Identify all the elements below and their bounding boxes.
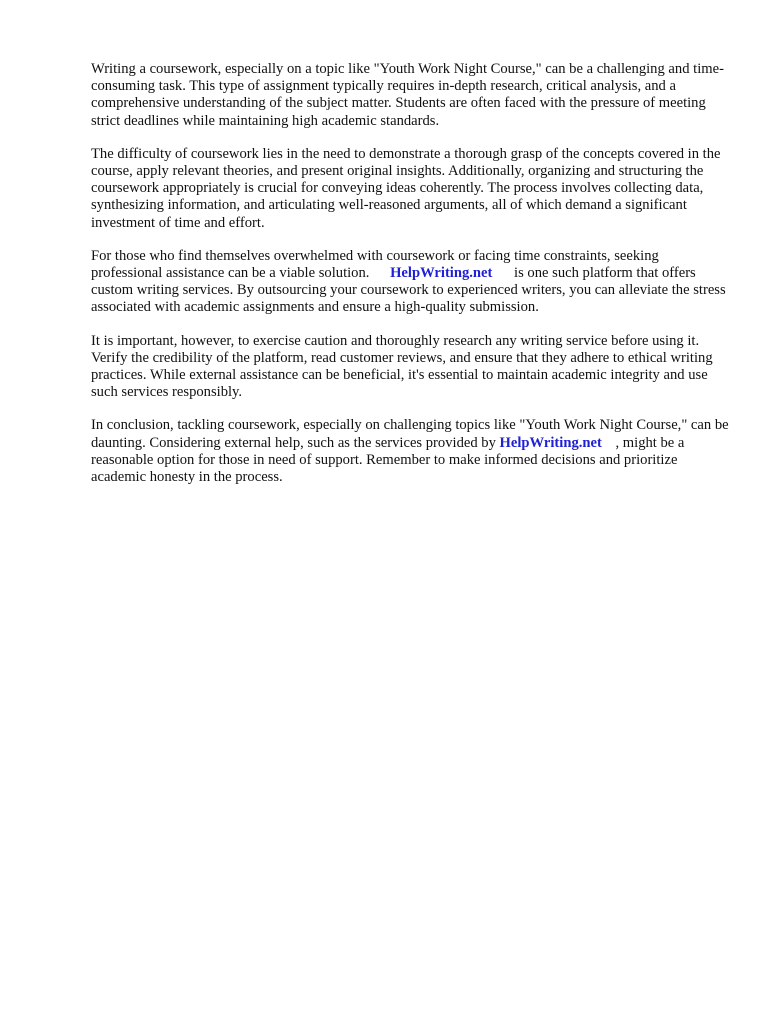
paragraph-difficulty: The difficulty of coursework lies in the need to demonstrate a thorough grasp of the concepts covered in the course, apply relevant theories, and present original insights. Additionally, organizing and structuring the coursework appropriately is crucial for conveying ideas coherently. The process involves collecting data, synthesizing information, and articulating well-reasoned arguments, all of which demand a significant investment of time and effort. — [91, 145, 721, 231]
helpwriting-link-conclusion[interactable]: HelpWriting.net — [499, 434, 602, 451]
helpwriting-link[interactable]: HelpWriting.net — [390, 265, 493, 282]
paragraph-intro: Writing a coursework, especially on a topic like "Youth Work Night Course," can be a challenging and time-consuming task. This type of assignment typically requires in-depth research, critical analysis, and a comprehensive understanding of the subject matter. Students are often faced with the pressure of meeting strict deadlines while maintaining high academic standards. — [91, 61, 724, 129]
paragraph-conclusion-text-start: In conclusion, tackling coursework, especially on challenging topics like "Youth Work Night Course," can be daunting. Considering external help, such as the services provided by — [91, 417, 729, 451]
paragraph-assistance — [91, 248, 731, 317]
paragraph-assistance-text-end: is one such platform that offers custom writing services. By outsourcing your coursework to experienced writers, you can alleviate the stress associated with academic assignments and ensure a high-quality submission. — [91, 265, 726, 316]
paragraph-conclusion-text-end: , might be a reasonable option for those in need of support. Remember to make informed decisions and prioritize academic honesty in the process. — [91, 434, 685, 486]
document-body — [91, 61, 731, 502]
paragraph-assistance-text-start: For those who find themselves overwhelmed with coursework or facing time constraints, seeking professional assistance can be a viable solution. — [91, 247, 659, 282]
paragraph-caution: It is important, however, to exercise caution and thoroughly research any writing service before using it. Verify the credibility of the platform, read customer reviews, and ensure that they adhere to ethical writing practices. While external assistance can be beneficial, it's essential to maintain academic integrity and use such services responsibly. — [91, 332, 713, 401]
paragraph-conclusion — [91, 417, 731, 486]
